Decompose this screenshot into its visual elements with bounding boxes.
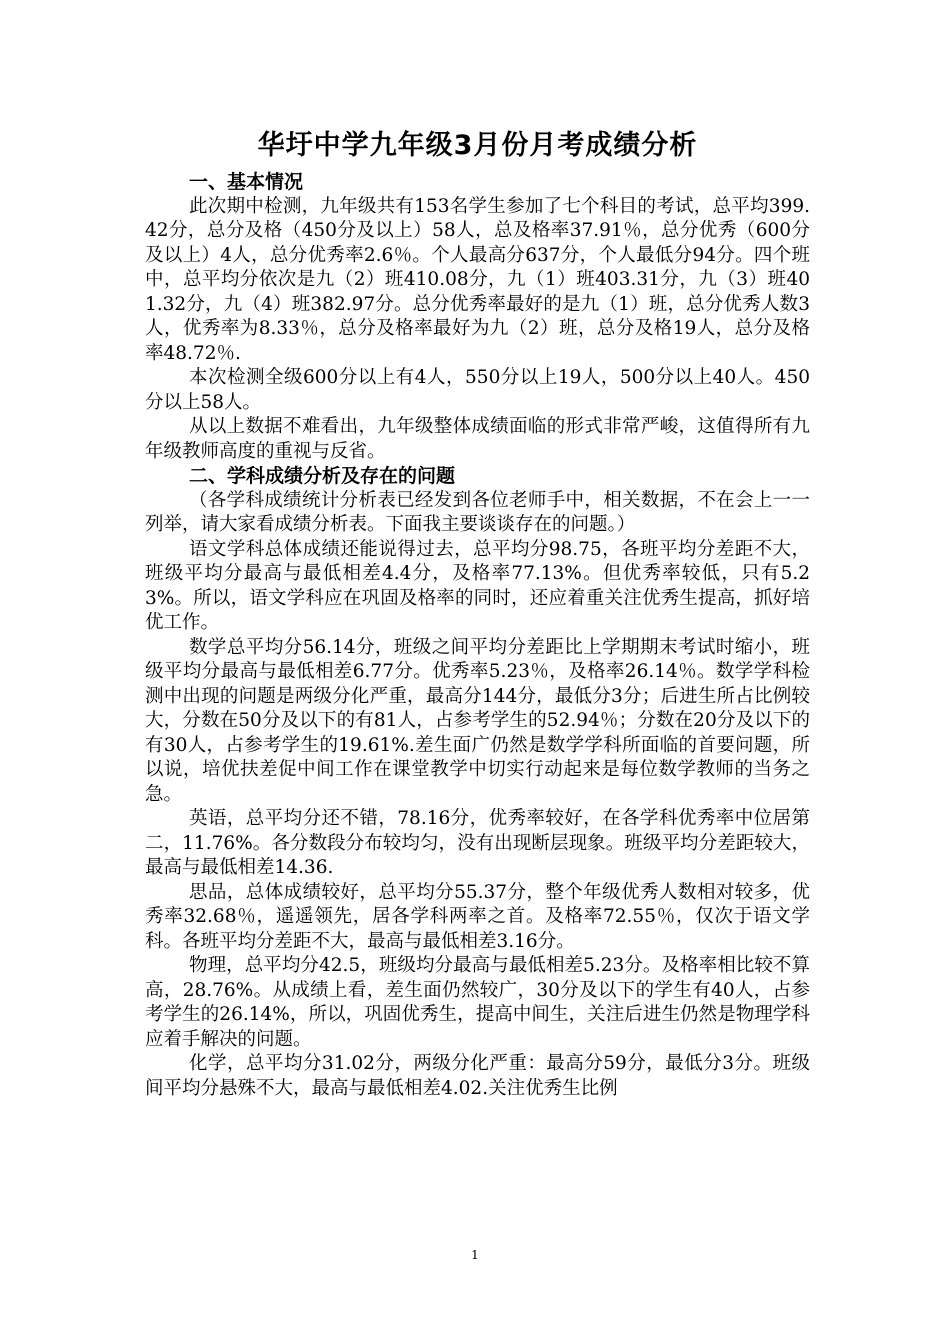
section-heading: 二、学科成绩分析及存在的问题 [189,465,456,487]
paragraph: （各学科成绩统计分析表已经发到各位老师手中，相关数据，不在会上一一列举，请大家看成绩分析表。下面我主要谈谈存在的问题。） [145,489,810,535]
paragraph: 从以上数据不难看出，九年级整体成绩面临的形式非常严峻，这值得所有九年级教师高度的重视与反省。 [145,416,810,462]
document-page [145,128,810,1101]
section-basic-situation [145,170,810,464]
page-number: 1 [471,1248,479,1262]
paragraph-chinese: 语文学科总体成绩还能说得过去，总平均分98.75，各班平均分差距不大，班级平均分最高与最低相差4.4分，及格率77.13%。但优秀率较低，只有5.23%。所以，语文学科应在巩固及格率的同时，还应着重关注优秀生提高，抓好培优工作。 [145,538,810,633]
paragraph-chemistry: 化学，总平均分31.02分，两级分化严重：最高分59分，最低分3分。班级间平均分悬殊不大，最高与最低相差4.02.关注优秀生比例 [145,1053,810,1099]
document-title: 华圩中学九年级3月份月考成绩分析 [257,130,698,161]
section-subject-analysis [145,464,810,1101]
section-heading: 一、基本情况 [189,171,304,193]
paragraph: 此次期中检测，九年级共有153名学生参加了七个科目的考试，总平均399.42分，总分及格（450分及以上）58人，总及格率37.91％，总分优秀（600分及以上）4人，总分优秀率2.6％。个人最高分637分，个人最低分94分。四个班中，总平均分依次是九（2）班410.08分，九（1）班403.31分，九（3）班401.32分，九（4）班382.97分。总分优秀率最好的是九（1）班，总分优秀人数3人，优秀率为8.33％，总分及格率最好为九（2）班，总分及格19人，总分及格率48.72％. [145,195,810,364]
paragraph: 本次检测全级600分以上有4人，550分以上19人，500分以上40人。450分以上58人。 [145,367,810,413]
paragraph-english: 英语，总平均分还不错，78.16分，优秀率较好，在各学科优秀率中位居第二，11.76%。各分数段分布较均匀，没有出现断层现象。班级平均分差距较大，最高与最低相差14.36. [145,808,810,878]
paragraph-math: 数学总平均分56.14分，班级之间平均分差距比上学期期末考试时缩小，班级平均分最高与最低相差6.77分。优秀率5.23％，及格率26.14％。数学学科检测中出现的问题是两级分化严重，最高分144分，最低分3分；后进生所占比例较大，分数在50分及以下的有81人，占参考学生的52.94％；分数在20分及以下的有30人，占参考学生的19.61%.差生面广仍然是数学学科所面临的首要问题，所以说，培优扶差促中间工作在课堂教学中切实行动起来是每位数学教师的当务之急。 [145,636,810,805]
paragraph-politics: 思品，总体成绩较好，总平均分55.37分，整个年级优秀人数相对较多，优秀率32.68％，遥遥领先，居各学科两率之首。及格率72.55％，仅次于语文学科。各班平均分差距不大，最高与最低相差3.16分。 [145,881,810,952]
paragraph-physics: 物理，总平均分42.5，班级均分最高与最低相差5.23分。及格率相比较不算高，28.76%。从成绩上看，差生面仍然较广，30分及以下的学生有40人，占参考学生的26.14%，所以，巩固优秀生，提高中间生，关注后进生仍然是物理学科应着手解决的问题。 [145,955,810,1050]
